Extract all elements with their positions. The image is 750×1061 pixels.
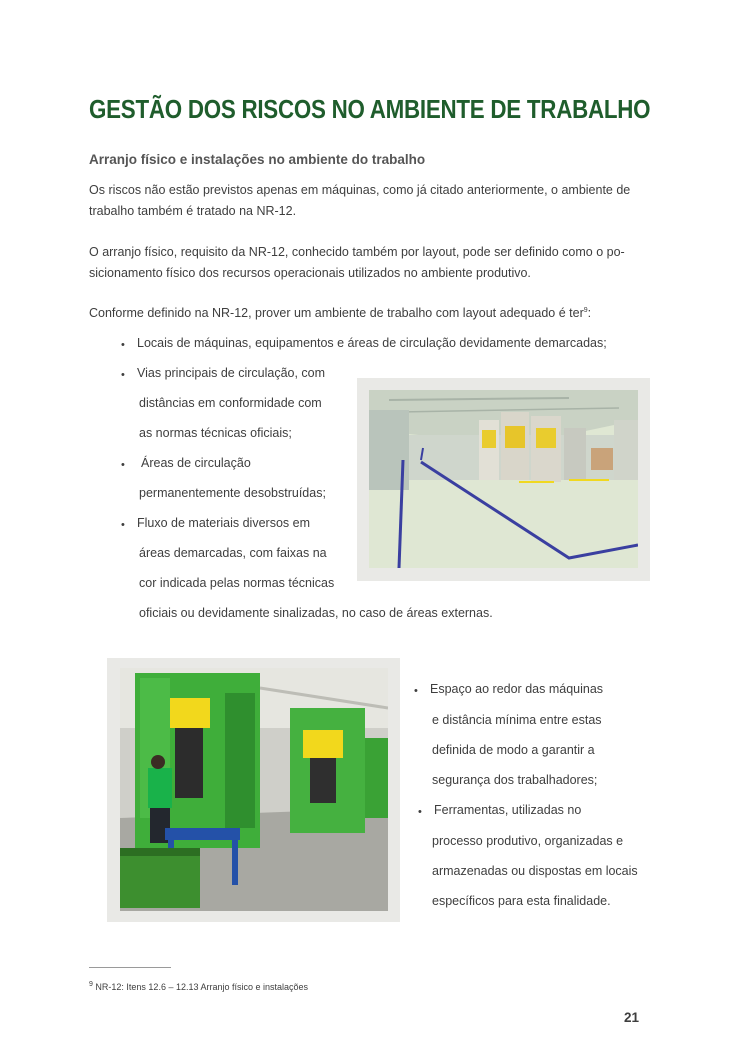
press-machines-image [120,668,388,911]
bullet-1: • [121,339,125,351]
footnote-text: NR-12: Itens 12.6 – 12.13 Arranjo físico e instalações [92,982,309,992]
bullet-5: • [414,685,418,697]
paragraph-3-end: : [587,306,592,320]
list1-item-4-line-2: áreas demarcadas, com faixas na [139,546,327,560]
list2-item-1-line-4: segurança dos trabalhadores; [432,773,598,787]
list2-item-1-line-1: Espaço ao redor das máquinas [430,682,604,696]
paragraph-1-line-1: Os riscos não estão previstos apenas em máquinas, como já citado anteriormente, o ambiente de [89,183,631,197]
paragraph-2-line-1: O arranjo físico, requisito da NR-12, conhecido também por layout, pode ser definido como o po- [89,245,625,259]
footnote [89,982,308,992]
paragraph-2-line-2: sicionamento físico dos recursos operacionais utilizados no ambiente produtivo. [89,266,531,280]
list1-item-3-line-2: permanentemente desobstruídas; [139,486,326,500]
footnote-mark: 9 [89,981,93,988]
bullet-3: • [121,459,125,471]
factory-floor-image [369,390,638,568]
list2-item-2-line-2: processo produtivo, organizadas e [432,834,624,848]
list1-item-4-line-3: cor indicada pelas normas técnicas [139,576,335,590]
list2-item-2-line-1: Ferramentas, utilizadas no [434,803,582,817]
list2-item-1-line-3: definida de modo a garantir a [432,743,595,757]
list1-item-4-line-4: oficiais ou devidamente sinalizadas, no caso de áreas externas. [139,606,493,620]
paragraph-3 [89,306,591,320]
list1-item-4-line-1: Fluxo de materiais diversos em [137,516,310,530]
list1-item-1: Locais de máquinas, equipamentos e áreas de circulação devidamente demarcadas; [137,336,607,350]
list2-item-2-line-4: específicos para esta finalidade. [432,894,611,908]
factory-floor-photo [357,378,650,581]
bullet-4: • [121,519,125,531]
list1-item-3-line-1: Áreas de circulação [141,456,251,470]
section-subtitle: Arranjo físico e instalações no ambiente do trabalho [89,152,426,167]
list1-item-2-line-3: as normas técnicas oficiais; [139,426,292,440]
bullet-6: • [418,806,422,818]
list2-item-2-line-3: armazenadas ou dispostas em locais [432,864,638,878]
page-number: 21 [624,1010,640,1025]
page-title: GESTÃO DOS RISCOS NO AMBIENTE DE TRABALHO [89,94,651,124]
list1-item-2-line-2: distâncias em conformidade com [139,396,322,410]
footnote-ref: 9 [583,306,588,314]
paragraph-1-line-2: trabalho também é tratado na NR-12. [89,204,297,218]
list1-item-2-line-1: Vias principais de circulação, com [137,366,326,380]
bullet-2: • [121,369,125,381]
press-machines-photo [107,658,400,922]
footnote-divider [89,967,171,968]
list2-item-1-line-2: e distância mínima entre estas [432,713,602,727]
paragraph-3-text: Conforme definido na NR-12, prover um ambiente de trabalho com layout adequado é ter [89,306,584,320]
